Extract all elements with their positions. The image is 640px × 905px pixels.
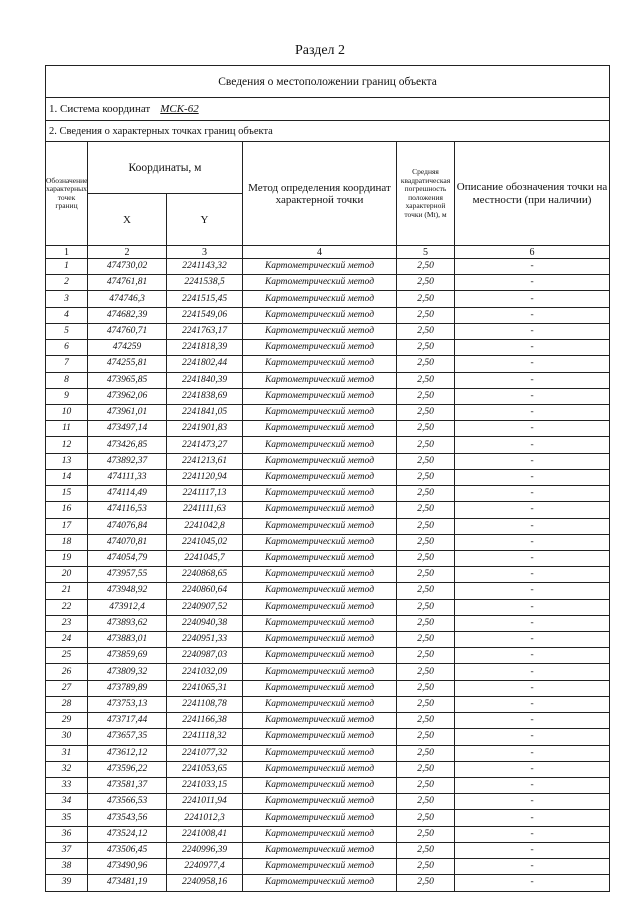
point-number-cell: 23 [46,615,88,631]
y-cell: 2241538,5 [167,275,243,291]
accuracy-cell: 2,50 [397,599,455,615]
table-row [46,453,610,469]
table-row [46,550,610,566]
x-cell: 473809,32 [88,664,167,680]
description-cell: - [455,534,610,550]
table-title: Сведения о местоположении границ объекта [46,66,610,98]
accuracy-cell: 2,50 [397,550,455,566]
point-number-cell: 15 [46,486,88,502]
y-cell: 2241053,65 [167,761,243,777]
accuracy-cell: 2,50 [397,778,455,794]
accuracy-cell: 2,50 [397,648,455,664]
method-cell: Картометрический метод [243,875,397,891]
accuracy-cell: 2,50 [397,810,455,826]
description-cell: - [455,648,610,664]
table-row [46,356,610,372]
header-coordinates: Координаты, м [88,142,243,194]
description-cell: - [455,729,610,745]
header-x: X [88,194,167,246]
x-cell: 473506,45 [88,842,167,858]
accuracy-cell: 2,50 [397,404,455,420]
y-cell: 2241549,06 [167,307,243,323]
description-cell: - [455,323,610,339]
table-row [46,680,610,696]
point-number-cell: 32 [46,761,88,777]
table-row [46,810,610,826]
x-cell: 474116,53 [88,502,167,518]
header-designation: Обозначение характерных точек границ [46,142,88,246]
column-number: 1 [46,246,88,259]
point-number-cell: 30 [46,729,88,745]
method-cell: Картометрический метод [243,810,397,826]
x-cell: 473497,14 [88,421,167,437]
table-row [46,615,610,631]
method-cell: Картометрический метод [243,469,397,485]
x-cell: 473543,56 [88,810,167,826]
method-cell: Картометрический метод [243,259,397,275]
method-cell: Картометрический метод [243,599,397,615]
x-cell: 473789,89 [88,680,167,696]
y-cell: 2241012,3 [167,810,243,826]
description-cell: - [455,356,610,372]
y-cell: 2241033,15 [167,778,243,794]
accuracy-cell: 2,50 [397,469,455,485]
method-cell: Картометрический метод [243,323,397,339]
point-number-cell: 4 [46,307,88,323]
y-cell: 2241077,32 [167,745,243,761]
x-cell: 474730,02 [88,259,167,275]
point-number-cell: 37 [46,842,88,858]
method-cell: Картометрический метод [243,291,397,307]
method-cell: Картометрический метод [243,307,397,323]
point-number-cell: 10 [46,404,88,420]
accuracy-cell: 2,50 [397,307,455,323]
column-number: 4 [243,246,397,259]
y-cell: 2240996,39 [167,842,243,858]
y-cell: 2240868,65 [167,567,243,583]
method-cell: Картометрический метод [243,583,397,599]
method-cell: Картометрический метод [243,859,397,875]
accuracy-cell: 2,50 [397,388,455,404]
y-cell: 2241045,7 [167,550,243,566]
point-number-cell: 14 [46,469,88,485]
method-cell: Картометрический метод [243,778,397,794]
x-cell: 473596,22 [88,761,167,777]
description-cell: - [455,680,610,696]
point-number-cell: 7 [46,356,88,372]
description-cell: - [455,453,610,469]
description-cell: - [455,372,610,388]
x-cell: 473753,13 [88,696,167,712]
point-number-cell: 18 [46,534,88,550]
x-cell: 473524,12 [88,826,167,842]
x-cell: 474114,49 [88,486,167,502]
y-cell: 2241840,39 [167,372,243,388]
description-cell: - [455,404,610,420]
method-cell: Картометрический метод [243,275,397,291]
method-cell: Картометрический метод [243,486,397,502]
column-number: 3 [167,246,243,259]
method-cell: Картометрический метод [243,567,397,583]
method-cell: Картометрический метод [243,550,397,566]
y-cell: 2241515,45 [167,291,243,307]
method-cell: Картометрический метод [243,518,397,534]
x-cell: 473657,35 [88,729,167,745]
coord-system-row [46,98,610,121]
accuracy-cell: 2,50 [397,291,455,307]
table-row [46,664,610,680]
method-cell: Картометрический метод [243,356,397,372]
method-cell: Картометрический метод [243,761,397,777]
point-number-cell: 28 [46,696,88,712]
x-cell: 473859,69 [88,648,167,664]
x-cell: 474760,71 [88,323,167,339]
description-cell: - [455,469,610,485]
table-row [46,729,610,745]
column-number-row [46,246,610,259]
x-cell: 473566,53 [88,794,167,810]
table-row [46,567,610,583]
method-cell: Картометрический метод [243,404,397,420]
method-cell: Картометрический метод [243,842,397,858]
x-cell: 473612,12 [88,745,167,761]
point-number-cell: 20 [46,567,88,583]
description-cell: - [455,275,610,291]
y-cell: 2241213,61 [167,453,243,469]
x-cell: 473481,19 [88,875,167,891]
y-cell: 2241108,78 [167,696,243,712]
accuracy-cell: 2,50 [397,794,455,810]
description-cell: - [455,340,610,356]
method-cell: Картометрический метод [243,794,397,810]
coord-system-label: 1. Система координат [49,103,151,115]
points-section-title: 2. Сведения о характерных точках границ объекта [46,121,610,142]
y-cell: 2241065,31 [167,680,243,696]
x-cell: 473912,4 [88,599,167,615]
accuracy-cell: 2,50 [397,632,455,648]
point-number-cell: 11 [46,421,88,437]
table-row [46,599,610,615]
description-cell: - [455,599,610,615]
description-cell: - [455,859,610,875]
table-row [46,469,610,485]
y-cell: 2241042,8 [167,518,243,534]
description-cell: - [455,632,610,648]
point-number-cell: 9 [46,388,88,404]
accuracy-cell: 2,50 [397,518,455,534]
point-number-cell: 31 [46,745,88,761]
method-cell: Картометрический метод [243,388,397,404]
y-cell: 2241032,09 [167,664,243,680]
accuracy-cell: 2,50 [397,567,455,583]
method-cell: Картометрический метод [243,421,397,437]
x-cell: 473426,85 [88,437,167,453]
x-cell: 473892,37 [88,453,167,469]
method-cell: Картометрический метод [243,502,397,518]
y-cell: 2241111,63 [167,502,243,518]
method-cell: Картометрический метод [243,632,397,648]
x-cell: 473883,01 [88,632,167,648]
y-cell: 2241901,83 [167,421,243,437]
point-number-cell: 27 [46,680,88,696]
method-cell: Картометрический метод [243,729,397,745]
table-row [46,794,610,810]
description-cell: - [455,307,610,323]
point-number-cell: 12 [46,437,88,453]
header-accuracy: Средняя квадратическая погрешность положения характерной точки (Mt), м [397,142,455,246]
accuracy-cell: 2,50 [397,340,455,356]
method-cell: Картометрический метод [243,680,397,696]
x-cell: 474255,81 [88,356,167,372]
y-cell: 2241802,44 [167,356,243,372]
description-cell: - [455,502,610,518]
accuracy-cell: 2,50 [397,680,455,696]
x-cell: 474682,39 [88,307,167,323]
point-number-cell: 26 [46,664,88,680]
table-body [46,259,610,892]
accuracy-cell: 2,50 [397,486,455,502]
y-cell: 2240958,16 [167,875,243,891]
point-number-cell: 3 [46,291,88,307]
method-cell: Картометрический метод [243,745,397,761]
x-cell: 474259 [88,340,167,356]
point-number-cell: 25 [46,648,88,664]
table-row [46,583,610,599]
x-cell: 474111,33 [88,469,167,485]
y-cell: 2241763,17 [167,323,243,339]
y-cell: 2241143,32 [167,259,243,275]
method-cell: Картометрический метод [243,372,397,388]
method-cell: Картометрический метод [243,664,397,680]
table-row [46,307,610,323]
x-cell: 473961,01 [88,404,167,420]
y-cell: 2240940,38 [167,615,243,631]
x-cell: 474076,84 [88,518,167,534]
table-row [46,437,610,453]
description-cell: - [455,615,610,631]
accuracy-cell: 2,50 [397,713,455,729]
y-cell: 2240860,64 [167,583,243,599]
description-cell: - [455,875,610,891]
y-cell: 2241118,32 [167,729,243,745]
x-cell: 474761,81 [88,275,167,291]
table-row [46,323,610,339]
table-row [46,486,610,502]
description-cell: - [455,761,610,777]
section-title: Раздел 2 [294,43,346,58]
table-row [46,696,610,712]
description-cell: - [455,486,610,502]
x-cell: 473893,62 [88,615,167,631]
method-cell: Картометрический метод [243,615,397,631]
header-description: Описание обозначения точки на местности (при наличии) [455,142,610,246]
method-cell: Картометрический метод [243,826,397,842]
method-cell: Картометрический метод [243,648,397,664]
x-cell: 473717,44 [88,713,167,729]
x-cell: 474746,3 [88,291,167,307]
table-row [46,842,610,858]
table-row [46,534,610,550]
point-number-cell: 22 [46,599,88,615]
y-cell: 2241473,27 [167,437,243,453]
table-row [46,502,610,518]
column-number: 2 [88,246,167,259]
x-cell: 474070,81 [88,534,167,550]
accuracy-cell: 2,50 [397,745,455,761]
method-cell: Картометрический метод [243,453,397,469]
y-cell: 2241818,39 [167,340,243,356]
accuracy-cell: 2,50 [397,437,455,453]
method-cell: Картометрический метод [243,437,397,453]
y-cell: 2241838,69 [167,388,243,404]
table-row [46,340,610,356]
y-cell: 2241841,05 [167,404,243,420]
point-number-cell: 24 [46,632,88,648]
y-cell: 2240987,03 [167,648,243,664]
point-number-cell: 5 [46,323,88,339]
method-cell: Картометрический метод [243,340,397,356]
point-number-cell: 35 [46,810,88,826]
point-number-cell: 38 [46,859,88,875]
point-number-cell: 39 [46,875,88,891]
accuracy-cell: 2,50 [397,259,455,275]
column-number: 5 [397,246,455,259]
point-number-cell: 16 [46,502,88,518]
point-number-cell: 19 [46,550,88,566]
table-row [46,404,610,420]
table-row [46,745,610,761]
point-number-cell: 13 [46,453,88,469]
point-number-cell: 8 [46,372,88,388]
accuracy-cell: 2,50 [397,323,455,339]
y-cell: 2241011,94 [167,794,243,810]
accuracy-cell: 2,50 [397,372,455,388]
table-row [46,778,610,794]
point-number-cell: 21 [46,583,88,599]
description-cell: - [455,778,610,794]
column-number: 6 [455,246,610,259]
header-method: Метод определения координат характерной точки [243,142,397,246]
description-cell: - [455,794,610,810]
description-cell: - [455,567,610,583]
accuracy-cell: 2,50 [397,696,455,712]
accuracy-cell: 2,50 [397,421,455,437]
method-cell: Картометрический метод [243,534,397,550]
y-cell: 2241120,94 [167,469,243,485]
x-cell: 473965,85 [88,372,167,388]
description-cell: - [455,713,610,729]
y-cell: 2240951,33 [167,632,243,648]
y-cell: 2240977,4 [167,859,243,875]
y-cell: 2240907,52 [167,599,243,615]
accuracy-cell: 2,50 [397,729,455,745]
accuracy-cell: 2,50 [397,356,455,372]
point-number-cell: 17 [46,518,88,534]
header-y: Y [167,194,243,246]
table-row [46,259,610,275]
method-cell: Картометрический метод [243,696,397,712]
description-cell: - [455,259,610,275]
description-cell: - [455,696,610,712]
accuracy-cell: 2,50 [397,583,455,599]
accuracy-cell: 2,50 [397,615,455,631]
point-number-cell: 2 [46,275,88,291]
y-cell: 2241008,41 [167,826,243,842]
point-number-cell: 1 [46,259,88,275]
point-number-cell: 33 [46,778,88,794]
y-cell: 2241045,02 [167,534,243,550]
description-cell: - [455,842,610,858]
table-row [46,372,610,388]
description-cell: - [455,583,610,599]
accuracy-cell: 2,50 [397,761,455,777]
point-number-cell: 29 [46,713,88,729]
description-cell: - [455,810,610,826]
table-row [46,291,610,307]
y-cell: 2241166,38 [167,713,243,729]
table-row [46,713,610,729]
description-cell: - [455,388,610,404]
description-cell: - [455,437,610,453]
coord-system-value: МСК-62 [160,103,199,115]
description-cell: - [455,664,610,680]
point-number-cell: 36 [46,826,88,842]
table-row [46,859,610,875]
table-header [46,66,610,259]
table-row [46,388,610,404]
table-row [46,761,610,777]
description-cell: - [455,518,610,534]
table-row [46,826,610,842]
table-row [46,421,610,437]
x-cell: 473490,96 [88,859,167,875]
accuracy-cell: 2,50 [397,842,455,858]
x-cell: 473581,37 [88,778,167,794]
accuracy-cell: 2,50 [397,534,455,550]
method-cell: Картометрический метод [243,713,397,729]
boundary-points-table [45,65,610,892]
accuracy-cell: 2,50 [397,826,455,842]
accuracy-cell: 2,50 [397,453,455,469]
accuracy-cell: 2,50 [397,275,455,291]
description-cell: - [455,550,610,566]
table-row [46,518,610,534]
x-cell: 474054,79 [88,550,167,566]
description-cell: - [455,291,610,307]
point-number-cell: 34 [46,794,88,810]
description-cell: - [455,745,610,761]
x-cell: 473957,55 [88,567,167,583]
accuracy-cell: 2,50 [397,859,455,875]
description-cell: - [455,826,610,842]
accuracy-cell: 2,50 [397,875,455,891]
x-cell: 473962,06 [88,388,167,404]
y-cell: 2241117,13 [167,486,243,502]
x-cell: 473948,92 [88,583,167,599]
accuracy-cell: 2,50 [397,502,455,518]
description-cell: - [455,421,610,437]
table-row [46,875,610,891]
table-row [46,275,610,291]
table-row [46,632,610,648]
table-row [46,648,610,664]
accuracy-cell: 2,50 [397,664,455,680]
point-number-cell: 6 [46,340,88,356]
